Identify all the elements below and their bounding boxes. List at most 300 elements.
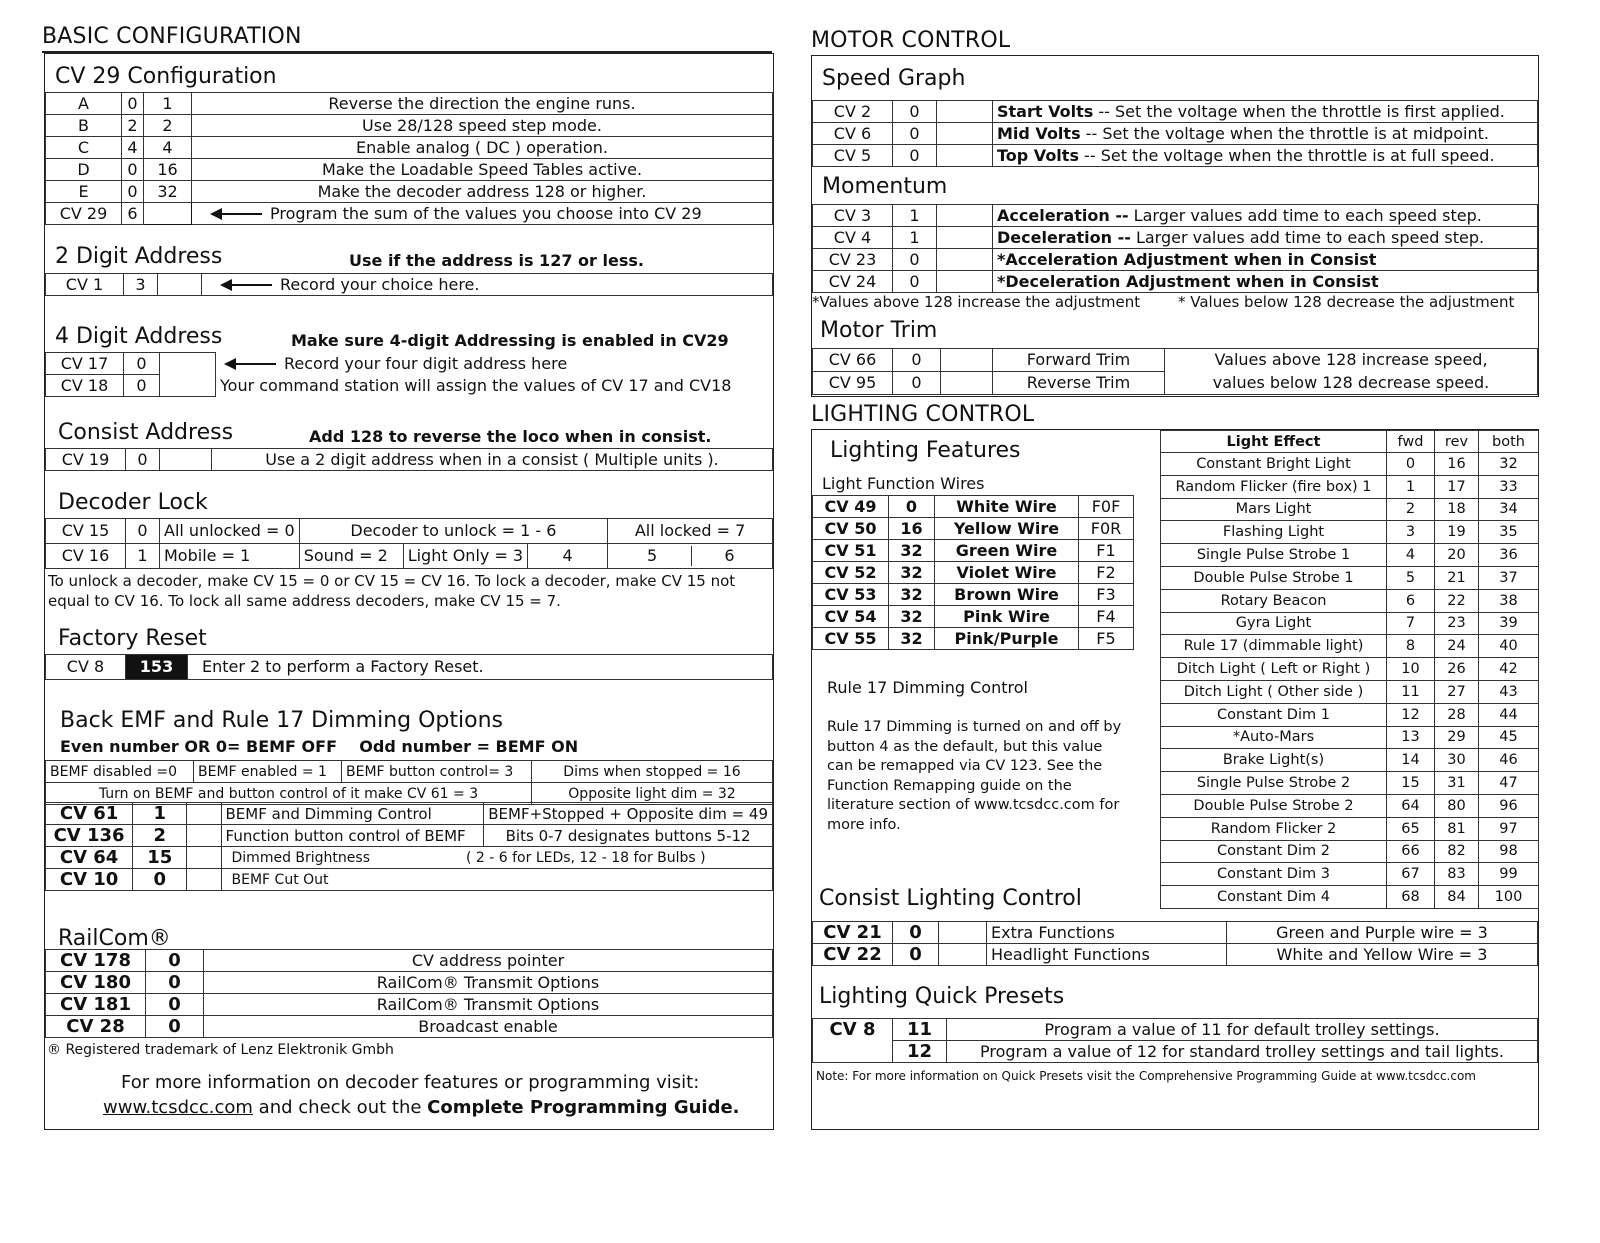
speed-desc-bold: Top Volts <box>997 145 1079 165</box>
lock-56 <box>608 544 773 569</box>
table-row <box>1161 544 1539 567</box>
lock-decoder-unlock: Decoder to unlock = 1 - 6 <box>299 519 607 544</box>
momentum-input[interactable] <box>937 205 993 227</box>
cv29-key: A <box>46 93 122 115</box>
effect-rev: 31 <box>1435 772 1479 795</box>
speed-table <box>812 100 1538 167</box>
wire-cv: CV 55 <box>813 628 889 650</box>
effect-both: 99 <box>1479 863 1539 886</box>
addr4-cv17: CV 17 <box>46 353 124 375</box>
wire-name: Pink Wire <box>935 606 1079 628</box>
effect-both: 47 <box>1479 772 1539 795</box>
basic-configuration-box <box>44 53 774 1130</box>
addr4-input2[interactable] <box>160 375 216 397</box>
effect-name: Random Flicker 2 <box>1161 817 1387 840</box>
cv29-key: E <box>46 181 122 203</box>
wire-cv: CV 54 <box>813 606 889 628</box>
effect-rev: 20 <box>1435 544 1479 567</box>
speed-cv: CV 5 <box>813 145 893 167</box>
consist-light-extra: Green and Purple wire = 3 <box>1227 922 1538 944</box>
table-row <box>46 825 773 847</box>
cv29-desc: Enable analog ( DC ) operation. <box>192 137 773 159</box>
effect-name: Rule 17 (dimmable light) <box>1161 635 1387 658</box>
effect-both: 46 <box>1479 749 1539 772</box>
table-row <box>813 227 1538 249</box>
table-row <box>813 518 1134 540</box>
momentum-desc-text: Larger values add time to each speed step. <box>1128 205 1482 225</box>
cv29-v0: 4 <box>122 137 144 159</box>
effect-both: 35 <box>1479 521 1539 544</box>
effect-rev: 30 <box>1435 749 1479 772</box>
addr2-note: Use if the address is 127 or less. <box>349 251 644 270</box>
wire-function: F1 <box>1079 540 1134 562</box>
effect-name: Rotary Beacon <box>1161 589 1387 612</box>
cv29-sum-value: 6 <box>122 203 144 225</box>
table-row <box>813 372 1538 395</box>
effect-both: 38 <box>1479 589 1539 612</box>
effect-rev: 23 <box>1435 612 1479 635</box>
table-row <box>46 93 773 115</box>
addr4-title: 4 Digit Address <box>55 324 223 349</box>
consist-light-extra: White and Yellow Wire = 3 <box>1227 944 1538 966</box>
table-row <box>1161 658 1539 681</box>
effect-fwd: 5 <box>1387 566 1435 589</box>
wire-value: 32 <box>889 540 935 562</box>
preset-desc-11: Program a value of 11 for default trolley settings. <box>947 1019 1538 1041</box>
bemf-input[interactable] <box>187 847 221 869</box>
addr4-value18: 0 <box>124 375 160 397</box>
consist-light-input[interactable] <box>939 922 987 944</box>
effect-both: 100 <box>1479 886 1539 909</box>
rule17-text: Rule 17 Dimming is turned on and off by button 4 as the default, but this value can be remapped via CV 123. See the Function Remapping guide on the literature section of www.tcsdcc.com for more info. <box>827 719 1122 833</box>
table-row <box>46 353 773 375</box>
bemf-input[interactable] <box>187 803 221 825</box>
bemf-opposite-dim: Opposite light dim = 32 <box>532 783 773 805</box>
bemf-input[interactable] <box>187 869 221 891</box>
momentum-input[interactable] <box>937 227 993 249</box>
preset-value-12: 12 <box>893 1041 947 1063</box>
trim-table <box>812 348 1538 395</box>
speed-desc-bold: Start Volts <box>997 101 1094 121</box>
momentum-desc-bold: Acceleration -- <box>997 205 1129 225</box>
effect-rev: 17 <box>1435 475 1479 498</box>
effect-fwd: 8 <box>1387 635 1435 658</box>
trim-cv: CV 66 <box>813 349 893 372</box>
consist-lighting-title: Consist Lighting Control <box>819 886 1082 911</box>
light-effect-rows <box>1160 452 1539 909</box>
addr4-desc1 <box>216 353 773 375</box>
table-row <box>1161 521 1539 544</box>
cv29-desc: Reverse the direction the engine runs. <box>192 93 773 115</box>
wire-name: White Wire <box>935 496 1079 518</box>
speed-desc <box>993 145 1538 167</box>
addr4-desc1-text: Record your four digit address here <box>284 353 568 373</box>
footer-mid: and check out the <box>252 1097 428 1118</box>
quick-presets-title: Lighting Quick Presets <box>819 984 1065 1009</box>
cv29-v1: 2 <box>144 115 192 137</box>
effect-name: Ditch Light ( Other side ) <box>1161 680 1387 703</box>
speed-input[interactable] <box>937 101 993 123</box>
lock-all-locked: All locked = 7 <box>608 519 773 544</box>
table-row <box>813 584 1134 606</box>
effect-both: 43 <box>1479 680 1539 703</box>
railcom-value: 0 <box>146 994 204 1016</box>
speed-graph-title: Speed Graph <box>822 66 966 91</box>
railcom-cv: CV 178 <box>46 950 146 972</box>
addr2-desc-text: Record your choice here. <box>280 274 480 294</box>
lock-mobile: Mobile = 1 <box>160 544 300 569</box>
wire-cv: CV 53 <box>813 584 889 606</box>
bemf-desc: Function button control of BEMF <box>221 825 484 847</box>
bemf-value: 15 <box>133 847 187 869</box>
speed-cv: CV 2 <box>813 101 893 123</box>
wire-value: 32 <box>889 584 935 606</box>
effect-fwd: 2 <box>1387 498 1435 521</box>
bemf-value: 1 <box>133 803 187 825</box>
arrow-left-icon <box>226 363 276 365</box>
preset-desc-12: Program a value of 12 for standard trolley settings and tail lights. <box>947 1041 1538 1063</box>
table-row <box>1161 612 1539 635</box>
table-row <box>813 562 1134 584</box>
bemf-cv: CV 64 <box>46 847 133 869</box>
momentum-cv: CV 4 <box>813 227 893 249</box>
momentum-desc-bold: *Deceleration Adjustment when in Consist <box>997 271 1379 291</box>
wire-function: F3 <box>1079 584 1134 606</box>
railcom-cv: CV 28 <box>46 1016 146 1038</box>
table-row <box>813 349 1538 372</box>
trim-input[interactable] <box>941 349 993 372</box>
lock-4: 4 <box>528 544 608 569</box>
cv29-v1: 32 <box>144 181 192 203</box>
railcom-table <box>45 949 773 1038</box>
effect-fwd: 0 <box>1387 453 1435 476</box>
wire-function: F5 <box>1079 628 1134 650</box>
consist-light-desc: Headlight Functions <box>987 944 1227 966</box>
wire-cv: CV 49 <box>813 496 889 518</box>
trim-extra: values below 128 decrease speed. <box>1165 372 1538 395</box>
tcsdcc-link[interactable]: www.tcsdcc.com <box>103 1097 253 1118</box>
effect-rev: 80 <box>1435 794 1479 817</box>
bemf-enabled: BEMF enabled = 1 <box>194 761 342 783</box>
effect-fwd: 68 <box>1387 886 1435 909</box>
table-row <box>1161 453 1539 476</box>
effect-fwd: 15 <box>1387 772 1435 795</box>
cv29-desc: Make the Loadable Speed Tables active. <box>192 159 773 181</box>
lock-cv16: CV 16 <box>46 544 126 569</box>
table-row <box>813 606 1134 628</box>
table-row <box>46 1016 773 1038</box>
effect-both: 97 <box>1479 817 1539 840</box>
effect-both: 40 <box>1479 635 1539 658</box>
speed-desc-text: -- Set the voltage when the throttle is at midpoint. <box>1080 123 1489 143</box>
consist-table <box>45 448 773 471</box>
speed-value: 0 <box>893 145 937 167</box>
momentum-value: 0 <box>893 271 937 293</box>
speed-cv: CV 6 <box>813 123 893 145</box>
effect-rev: 18 <box>1435 498 1479 521</box>
speed-value: 0 <box>893 101 937 123</box>
cv29-key: D <box>46 159 122 181</box>
table-row <box>813 249 1538 271</box>
table-row <box>1161 589 1539 612</box>
effect-name: Single Pulse Strobe 2 <box>1161 772 1387 795</box>
effect-rev: 83 <box>1435 863 1479 886</box>
effect-fwd: 65 <box>1387 817 1435 840</box>
effect-fwd: 3 <box>1387 521 1435 544</box>
wire-cv: CV 52 <box>813 562 889 584</box>
momentum-desc <box>993 271 1538 293</box>
bemf-desc: Dimmed Brightness <box>231 849 370 866</box>
effect-both: 42 <box>1479 658 1539 681</box>
cv29-table <box>45 92 773 225</box>
momentum-desc-bold: *Acceleration Adjustment when in Consist <box>997 249 1377 269</box>
wire-cv: CV 50 <box>813 518 889 540</box>
lock-all-unlocked: All unlocked = 0 <box>160 519 300 544</box>
consist-note: Add 128 to reverse the loco when in consist. <box>309 427 712 446</box>
reset-value: 153 <box>126 655 188 680</box>
effect-name: Random Flicker (fire box) 1 <box>1161 475 1387 498</box>
momentum-input[interactable] <box>937 271 993 293</box>
bemf-cv-table <box>45 802 773 891</box>
wire-function: F0F <box>1079 496 1134 518</box>
table-row <box>813 496 1134 518</box>
momentum-table <box>812 204 1538 293</box>
addr2-cv: CV 1 <box>46 274 124 296</box>
trim-cv: CV 95 <box>813 372 893 395</box>
table-header <box>1161 431 1539 453</box>
speed-desc-text: -- Set the voltage when the throttle is first applied. <box>1093 101 1505 121</box>
effect-both: 36 <box>1479 544 1539 567</box>
effect-fwd: 1 <box>1387 475 1435 498</box>
quick-presets-table <box>812 1018 1538 1063</box>
lock-value16: 1 <box>126 544 160 569</box>
cv29-sum-input[interactable] <box>144 203 192 225</box>
cv29-title: CV 29 Configuration <box>55 64 277 89</box>
wire-value: 32 <box>889 628 935 650</box>
table-row <box>46 994 773 1016</box>
consist-lighting-table <box>812 921 1538 966</box>
rule17-title: Rule 17 Dimming Control <box>827 678 1028 697</box>
consist-input[interactable] <box>160 449 212 471</box>
table-row <box>813 540 1134 562</box>
wire-function: F4 <box>1079 606 1134 628</box>
effect-both: 37 <box>1479 566 1539 589</box>
momentum-desc-bold: Deceleration -- <box>997 227 1131 247</box>
bemf-dims-stopped: Dims when stopped = 16 <box>532 761 773 783</box>
table-row <box>813 1019 1538 1041</box>
table-row <box>46 274 773 296</box>
basic-configuration-heading: BASIC CONFIGURATION <box>42 24 302 49</box>
effect-name: Double Pulse Strobe 1 <box>1161 566 1387 589</box>
bemf-cv: CV 61 <box>46 803 133 825</box>
wire-value: 32 <box>889 606 935 628</box>
cv29-v0: 0 <box>122 159 144 181</box>
railcom-value: 0 <box>146 950 204 972</box>
table-row <box>813 922 1538 944</box>
speed-desc <box>993 123 1538 145</box>
table-row <box>46 449 773 471</box>
lock-note: To unlock a decoder, make CV 15 = 0 or CV 15 = CV 16. To lock a decoder, make CV 15 not equal to CV 16. To lock all same address decoders, make CV 15 = 7. <box>48 572 736 610</box>
table-row <box>46 115 773 137</box>
consist-light-value: 0 <box>893 944 939 966</box>
preset-value-11: 11 <box>893 1019 947 1041</box>
consist-light-input[interactable] <box>939 944 987 966</box>
light-function-wires: Light Function Wires <box>822 474 985 493</box>
table-row <box>813 271 1538 293</box>
railcom-desc: CV address pointer <box>204 950 773 972</box>
effect-fwd: 12 <box>1387 703 1435 726</box>
effect-rev: 84 <box>1435 886 1479 909</box>
addr2-title: 2 Digit Address <box>55 244 223 269</box>
consist-light-value: 0 <box>893 922 939 944</box>
trim-desc: Reverse Trim <box>993 372 1165 395</box>
bemf-extra: ( 2 - 6 for LEDs, 12 - 18 for Bulbs ) <box>465 849 706 866</box>
trim-input[interactable] <box>941 372 993 395</box>
bemf-desc: BEMF and Dimming Control <box>221 803 484 825</box>
light-effect-table <box>1160 430 1539 453</box>
effect-name: Constant Dim 2 <box>1161 840 1387 863</box>
effect-rev: 19 <box>1435 521 1479 544</box>
addr2-input[interactable] <box>158 274 202 296</box>
addr2-value: 3 <box>124 274 158 296</box>
speed-input[interactable] <box>937 123 993 145</box>
lock-5: 5 <box>613 546 692 566</box>
table-row <box>1161 817 1539 840</box>
effect-both: 45 <box>1479 726 1539 749</box>
lock-value15: 0 <box>126 519 160 544</box>
consist-light-cv: CV 22 <box>813 944 893 966</box>
railcom-value: 0 <box>146 1016 204 1038</box>
motor-control-box <box>811 55 1539 397</box>
momentum-cv: CV 23 <box>813 249 893 271</box>
momentum-value: 0 <box>893 249 937 271</box>
effect-name: Mars Light <box>1161 498 1387 521</box>
wire-function: F2 <box>1079 562 1134 584</box>
effect-both: 33 <box>1479 475 1539 498</box>
effect-both: 98 <box>1479 840 1539 863</box>
effect-fwd: 13 <box>1387 726 1435 749</box>
table-row <box>1161 635 1539 658</box>
bemf-button-control: BEMF button control= 3 <box>342 761 532 783</box>
addr4-input[interactable] <box>160 353 216 375</box>
effect-fwd: 14 <box>1387 749 1435 772</box>
motor-control-heading: MOTOR CONTROL <box>811 28 1011 53</box>
footer-guide: Complete Programming Guide. <box>427 1097 740 1118</box>
table-row <box>46 159 773 181</box>
cv29-desc: Use 28/128 speed step mode. <box>192 115 773 137</box>
bemf-sub: Even number OR 0= BEMF OFF Odd number = BEMF ON <box>60 737 579 756</box>
lock-title: Decoder Lock <box>58 490 208 515</box>
effect-fwd: 11 <box>1387 680 1435 703</box>
effect-rev: 81 <box>1435 817 1479 840</box>
reset-title: Factory Reset <box>58 626 207 651</box>
railcom-trademark: ® Registered trademark of Lenz Elektronik Gmbh <box>47 1042 394 1058</box>
effect-both: 32 <box>1479 453 1539 476</box>
wire-value: 32 <box>889 562 935 584</box>
momentum-value: 1 <box>893 227 937 249</box>
bemf-title: Back EMF and Rule 17 Dimming Options <box>60 708 503 733</box>
cv29-v1: 1 <box>144 93 192 115</box>
light-wires-table <box>812 495 1134 650</box>
momentum-note-above: *Values above 128 increase the adjustment <box>812 293 1141 311</box>
railcom-desc: RailCom® Transmit Options <box>204 994 773 1016</box>
effect-header-fwd: fwd <box>1387 431 1435 453</box>
effect-rev: 29 <box>1435 726 1479 749</box>
cv29-v1: 16 <box>144 159 192 181</box>
table-row <box>1161 498 1539 521</box>
effect-name: Ditch Light ( Left or Right ) <box>1161 658 1387 681</box>
effect-fwd: 6 <box>1387 589 1435 612</box>
arrow-left-icon <box>212 213 262 215</box>
table-row <box>813 1041 1538 1063</box>
effect-name: Gyra Light <box>1161 612 1387 635</box>
cv29-v0: 0 <box>122 93 144 115</box>
momentum-input[interactable] <box>937 249 993 271</box>
effect-rev: 26 <box>1435 658 1479 681</box>
table-row <box>1161 794 1539 817</box>
table-row <box>1161 566 1539 589</box>
footer-line2 <box>103 1095 740 1120</box>
trim-value: 0 <box>893 349 941 372</box>
wire-value: 16 <box>889 518 935 540</box>
lock-light-only: Light Only = 3 <box>403 544 527 569</box>
bemf-extra: Bits 0-7 designates buttons 5-12 <box>484 825 773 847</box>
wire-name: Yellow Wire <box>935 518 1079 540</box>
reset-desc: Enter 2 to perform a Factory Reset. <box>188 655 773 680</box>
table-row <box>46 137 773 159</box>
consist-light-cv: CV 21 <box>813 922 893 944</box>
consist-title: Consist Address <box>58 420 234 445</box>
momentum-cv: CV 24 <box>813 271 893 293</box>
table-row <box>813 628 1134 650</box>
speed-desc-bold: Mid Volts <box>997 123 1081 143</box>
effect-both: 96 <box>1479 794 1539 817</box>
momentum-desc <box>993 227 1538 249</box>
bemf-turn-on: Turn on BEMF and button control of it make CV 61 = 3 <box>46 783 532 805</box>
effect-both: 34 <box>1479 498 1539 521</box>
wire-name: Brown Wire <box>935 584 1079 606</box>
trim-extra: Values above 128 increase speed, <box>1165 349 1538 372</box>
lock-table <box>45 518 773 569</box>
footer-line1: For more information on decoder features or programming visit: <box>121 1072 700 1093</box>
arrow-left-icon <box>222 284 272 286</box>
table-row <box>46 544 773 569</box>
railcom-title: RailCom® <box>58 926 171 951</box>
effect-name: Double Pulse Strobe 2 <box>1161 794 1387 817</box>
cv29-sum-cv: CV 29 <box>46 203 122 225</box>
consist-cv: CV 19 <box>46 449 126 471</box>
table-row <box>813 123 1538 145</box>
railcom-cv: CV 181 <box>46 994 146 1016</box>
speed-desc-text: -- Set the voltage when the throttle is at full speed. <box>1078 145 1495 165</box>
effect-rev: 21 <box>1435 566 1479 589</box>
trim-desc: Forward Trim <box>993 349 1165 372</box>
wire-function: F0R <box>1079 518 1134 540</box>
effect-rev: 16 <box>1435 453 1479 476</box>
speed-input[interactable] <box>937 145 993 167</box>
consist-light-desc: Extra Functions <box>987 922 1227 944</box>
bemf-input[interactable] <box>187 825 221 847</box>
table-row <box>1161 475 1539 498</box>
effect-fwd: 64 <box>1387 794 1435 817</box>
effect-name: Constant Dim 4 <box>1161 886 1387 909</box>
table-row <box>1161 680 1539 703</box>
trim-value: 0 <box>893 372 941 395</box>
table-row <box>1161 726 1539 749</box>
bemf-desc: BEMF Cut Out <box>221 869 772 891</box>
effect-name: Constant Bright Light <box>1161 453 1387 476</box>
lock-cv15: CV 15 <box>46 519 126 544</box>
